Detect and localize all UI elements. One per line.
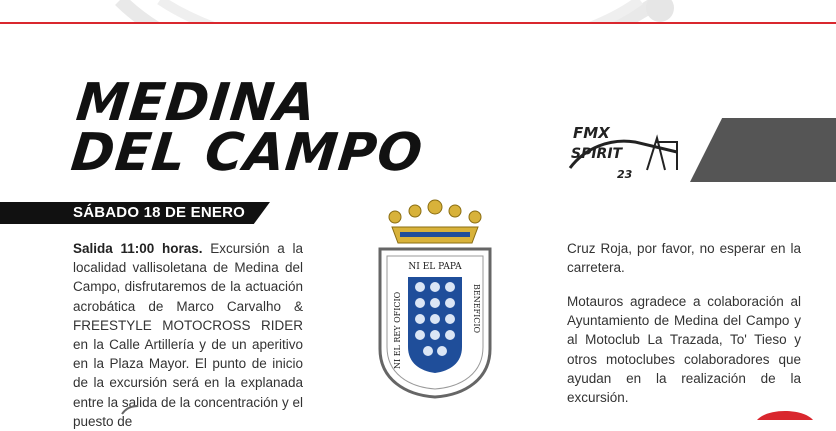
crest-right-motto: BENEFICIO — [472, 284, 481, 334]
date-label: SÁBADO 18 DE ENERO — [73, 204, 245, 221]
crest-left-motto: NI EL REY OFICIO — [393, 291, 402, 369]
crest-top-motto: NI EL PAPA — [408, 262, 462, 272]
title-line-1: MEDINA — [73, 73, 320, 133]
header-watermark-band — [0, 0, 836, 22]
article-column-1 — [73, 239, 303, 431]
crown-icon — [389, 200, 481, 243]
fmx-spirit-logo — [565, 108, 685, 186]
title-line-2: DEL CAMPO — [68, 123, 426, 183]
article-lead: Salida 11:00 horas. — [73, 241, 203, 256]
article-body: Excursión a la localidad vallisoletana de Medina del Campo, disfrutaremos de la actuación acrobática de Marco Carvalho & FREESTYLE MOTOCROSS RIDER en la Calle Artillería y de un aperitivo en la Plaza Mayor. El punto de inicio de la excursión será en la explanada entre la salida de la concentración y el puesto de — [73, 241, 303, 429]
watermark-graphic — [0, 0, 836, 22]
article-column-3-continuation: Cruz Roja, por favor, no esperar en la carretera. — [567, 241, 801, 276]
logo-line-1: FMX — [573, 124, 610, 142]
decorative-grey-bar — [690, 118, 836, 182]
header-red-rule — [0, 22, 836, 24]
logo-line-2: SPIRIT — [571, 146, 623, 162]
logo-number: 23 — [617, 168, 633, 181]
decorative-red-arc-icon — [755, 406, 815, 420]
decorative-swoosh-icon — [120, 404, 140, 416]
article-column-3-thanks: Motauros agradece a colaboración al Ayuntamiento de Medina del Campo y al Motoclub La Trazada, To' Tieso y otros motoclubes colaboradores que ayudan en la realización de la excursión. — [567, 294, 801, 406]
medina-coat-of-arms — [370, 199, 500, 399]
page-title — [68, 73, 431, 183]
